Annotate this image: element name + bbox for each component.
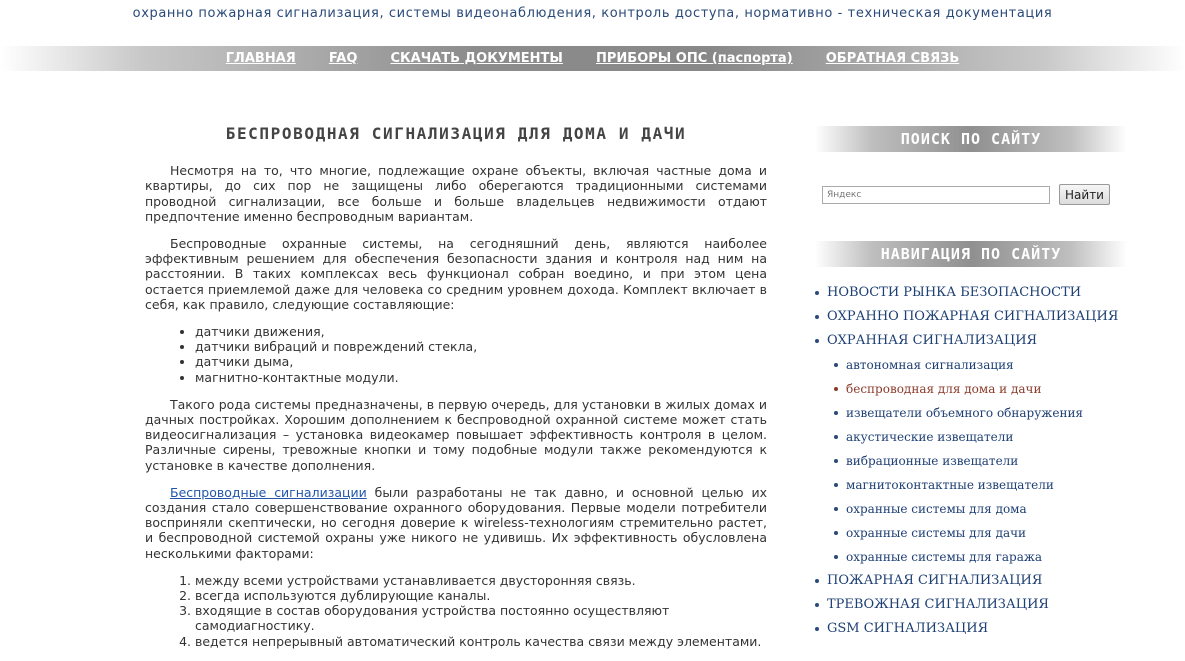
sidebar-link-label: ОХРАННАЯ СИГНАЛИЗАЦИЯ [827,333,1038,348]
bullet-icon [815,579,819,583]
bullet-icon [834,387,838,391]
bullet-icon [834,435,838,439]
search-box [815,126,1127,206]
paragraph-2: Беспроводные охранные системы, на сегодняшний день, являются наиболее эффективным решением для обеспечения безопасности здания и контроля над ним на расстоянии. В таких комплексах весь функционал собран воедино, и при этом цена остается приемлемой даже для человека со средним уровнем дохода. Комплект включает в себя, как правило, следующие составляющие: [145,236,767,312]
nav-devices[interactable]: ПРИБОРЫ ОПС (паспорта) [596,51,793,66]
sensor-list [145,324,767,385]
sidebar-link[interactable] [815,497,1127,521]
sidebar-link[interactable] [815,569,1127,593]
sidebar-link[interactable] [815,521,1127,545]
sidebar [815,126,1127,641]
bullet-icon [834,459,838,463]
sidebar-link-label: вибрационные извещатели [846,454,1019,468]
bullet-icon [815,603,819,607]
article [145,126,767,661]
sidebar-link-label: НОВОСТИ РЫНКА БЕЗОПАСНОСТИ [827,285,1082,300]
bullet-icon [815,627,819,631]
list-item: 4. ведется непрерывный автоматический контроль качества связи между элементами. [195,634,767,649]
paragraph-1: Несмотря на то, что многие, подлежащие охране объекты, включая частные дома и квартиры, до сих пор не защищены либо оберегаются традиционными системами проводной сигнализации, все больше и больше владельцев недвижимости отдают предпочтение именно беспроводным вариантам. [145,163,767,224]
sidebar-nav [815,281,1127,641]
bullet-icon [815,339,819,343]
sidebar-link-label: магнитоконтактные извещатели [846,478,1054,492]
nav-download-docs[interactable]: СКАЧАТЬ ДОКУМЕНТЫ [390,51,563,66]
list-item: • магнитно-контактные модули. [195,370,767,385]
sidebar-link-label: охранные системы для дома [846,502,1027,516]
bullet-icon [834,363,838,367]
sidebar-link[interactable] [815,329,1127,353]
sidebar-link[interactable] [815,449,1127,473]
sidebar-link-label: охранные системы для дачи [846,526,1027,540]
bullet-icon [834,411,838,415]
sidebar-link[interactable] [815,281,1127,305]
list-item: 3. входящие в состав оборудования устройства постоянно осуществляют самодиагностику. [195,603,767,633]
page-title: БЕСПРОВОДНАЯ СИГНАЛИЗАЦИЯ ДЛЯ ДОМА И ДАЧИ [225,124,687,143]
nav-feedback[interactable]: ОБРАТНАЯ СВЯЗЬ [825,51,960,66]
sidebar-link-label: автономная сигнализация [846,358,1014,372]
site-tagline: охранно пожарная сигнализация, системы видеонаблюдения, контроль доступа, нормативно - техническая документация [132,6,1053,21]
paragraph-3: Такого рода системы предназначены, в первую очередь, для установки в жилых домах и дачных постройках. Хорошим дополнением к беспроводной охранной системе может стать видеосигнализация – установка видеокамер повышает эффективность контроля в целом. Различные сирены, тревожные кнопки и тому подобные модули также рекомендуются к установке в качестве дополнения. [145,396,767,473]
sidebar-link-label: ТРЕВОЖНАЯ СИГНАЛИЗАЦИЯ [827,597,1049,612]
sidebar-link-label: беспроводная для дома и дачи [846,382,1042,396]
sidebar-link[interactable] [815,593,1127,617]
sidebar-link-label: GSM СИГНАЛИЗАЦИЯ [827,621,989,636]
sidebar-link[interactable] [815,473,1127,497]
nav-heading: НАВИГАЦИЯ ПО САЙТУ [815,241,1127,267]
bullet-icon [834,531,838,535]
list-item: • датчики вибраций и повреждений стекла, [195,339,767,354]
sidebar-link-label: охранные системы для гаража [846,550,1043,564]
sidebar-link[interactable] [815,401,1127,425]
sidebar-link-label: акустические извещатели [846,430,1014,444]
main-nav [0,46,1185,71]
bullet-icon [834,507,838,511]
sidebar-link[interactable] [815,425,1127,449]
sidebar-link[interactable] [815,617,1127,641]
sidebar-link[interactable] [815,353,1127,377]
paragraph-4-text: были разработаны не так давно, и основной целью их создания стало совершенствование охранного оборудования. Первые модели потребители восприняли скептически, но сегодня доверие к wireless-технологиям стремительно растет, и беспроводной системой охраны уже никого не удивишь. Их эффективность обусловлена несколькими факторами: [145,484,767,561]
wireless-alarms-link[interactable]: Беспроводные сигнализации [170,484,367,500]
list-item: 1. между всеми устройствами устанавливается двусторонняя связь. [195,573,767,588]
bullet-icon [815,315,819,319]
list-item: 2. всегда используются дублирующие каналы. [195,588,767,603]
paragraph-4 [145,485,767,561]
search-button[interactable]: Найти [1059,184,1110,205]
sidebar-link[interactable] [815,545,1127,569]
bullet-icon [815,291,819,295]
sidebar-link-label: ПОЖАРНАЯ СИГНАЛИЗАЦИЯ [827,573,1043,588]
bullet-icon [834,555,838,559]
factors-list [145,573,767,649]
sidebar-link[interactable] [815,305,1127,329]
search-heading: ПОИСК ПО САЙТУ [815,126,1127,152]
bullet-icon [834,483,838,487]
sidebar-link-label: ОХРАННО ПОЖАРНАЯ СИГНАЛИЗАЦИЯ [827,309,1119,324]
sidebar-link-label: извещатели объемного обнаружения [846,406,1084,420]
list-item: • датчики движения, [195,324,767,339]
search-input[interactable] [822,186,1050,204]
nav-home[interactable]: ГЛАВНАЯ [225,51,296,66]
nav-faq[interactable]: FAQ [328,51,358,66]
sidebar-link[interactable] [815,377,1127,401]
list-item: • датчики дыма, [195,354,767,369]
